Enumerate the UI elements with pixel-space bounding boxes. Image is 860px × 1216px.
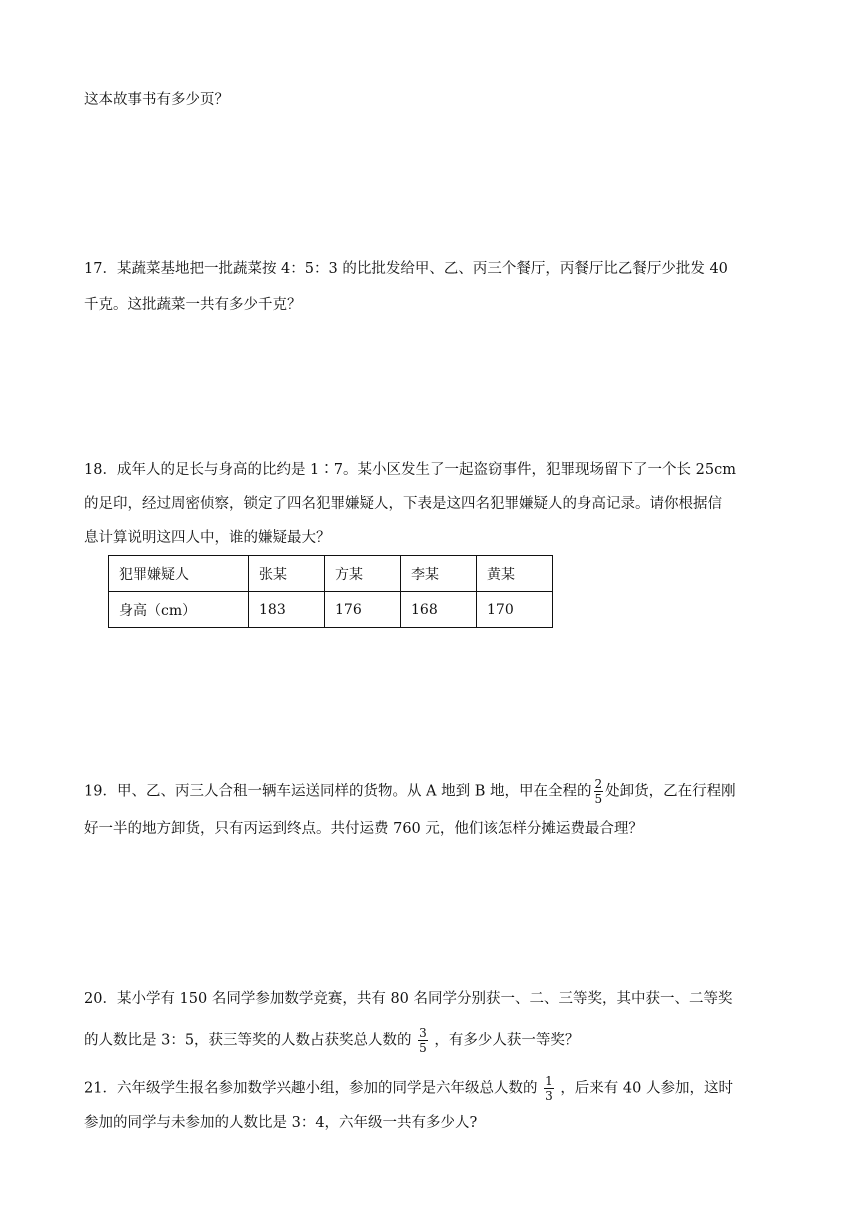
question-16-tail: 这本故事书有多少页？ xyxy=(84,92,229,108)
question-20-line-2 xyxy=(84,1027,579,1054)
question-20-text-b: ，有多少人获一等奖？ xyxy=(434,1032,580,1049)
question-20-line-1: 20．某小学有 150 名同学参加数学竞赛，共有 80 名同学分别获一、二、三等奖，其中获一、二等奖 xyxy=(84,991,733,1007)
fraction-numerator: 2 xyxy=(594,777,603,791)
question-18-line-1: 18．成年人的足长与身高的比约是 1∶7。某小区发生了一起盗窃事件，犯罪现场留下了一个长 25cm xyxy=(84,462,736,478)
table-header-row xyxy=(109,556,553,592)
question-21-text-b: ，后来有 40 人参加，这时 xyxy=(560,1080,733,1097)
fraction-two-fifths xyxy=(594,778,604,805)
question-19-text-b: 处卸货，乙在行程刚 xyxy=(605,783,736,800)
fraction-one-third xyxy=(544,1075,554,1102)
question-19-line-1 xyxy=(84,778,736,805)
question-19-text-a: 19．甲、乙、丙三人合租一辆车运送同样的货物。从 A 地到 B 地，甲在全程的 xyxy=(84,783,592,800)
fraction-three-fifths xyxy=(418,1027,428,1054)
table-header-cell: 张某 xyxy=(249,556,325,592)
fraction-denominator: 5 xyxy=(594,792,603,806)
table-cell: 身高（cm） xyxy=(109,592,249,628)
table-row xyxy=(109,592,553,628)
table-cell: 176 xyxy=(325,592,401,628)
suspect-height-table xyxy=(108,555,553,628)
table-cell: 168 xyxy=(401,592,477,628)
fraction-numerator: 3 xyxy=(419,1026,427,1040)
question-21-line-1 xyxy=(84,1075,733,1102)
question-19-line-2: 好一半的地方卸货，只有丙运到终点。共付运费 760 元，他们该怎样分摊运费最合理？ xyxy=(84,821,643,837)
table-header-cell: 李某 xyxy=(401,556,477,592)
question-20-text-a: 的人数比是 3：5，获三等奖的人数占获奖总人数的 xyxy=(84,1032,412,1049)
question-21-text-a: 21．六年级学生报名参加数学兴趣小组，参加的同学是六年级总人数的 xyxy=(84,1080,538,1097)
question-21-line-2: 参加的同学与未参加的人数比是 3：4，六年级一共有多少人? xyxy=(84,1115,478,1131)
table-header-cell: 方某 xyxy=(325,556,401,592)
table-cell: 183 xyxy=(249,592,325,628)
question-18-line-3: 息计算说明这四人中，谁的嫌疑最大？ xyxy=(84,530,331,546)
question-17-line-1: 17．某蔬菜基地把一批蔬菜按 4：5：3 的比批发给甲、乙、丙三个餐厅，丙餐厅比乙餐厅少批发 40 xyxy=(84,261,728,277)
fraction-denominator: 5 xyxy=(419,1041,427,1055)
fraction-numerator: 1 xyxy=(545,1074,553,1088)
table-header-cell: 黄某 xyxy=(477,556,553,592)
question-17-line-2: 千克。这批蔬菜一共有多少千克？ xyxy=(84,297,302,313)
question-18-line-2: 的足印，经过周密侦察，锁定了四名犯罪嫌疑人，下表是这四名犯罪嫌疑人的身高记录。请你根据信 xyxy=(84,496,722,512)
table-header-cell: 犯罪嫌疑人 xyxy=(109,556,249,592)
table-cell: 170 xyxy=(477,592,553,628)
fraction-denominator: 3 xyxy=(545,1089,553,1103)
